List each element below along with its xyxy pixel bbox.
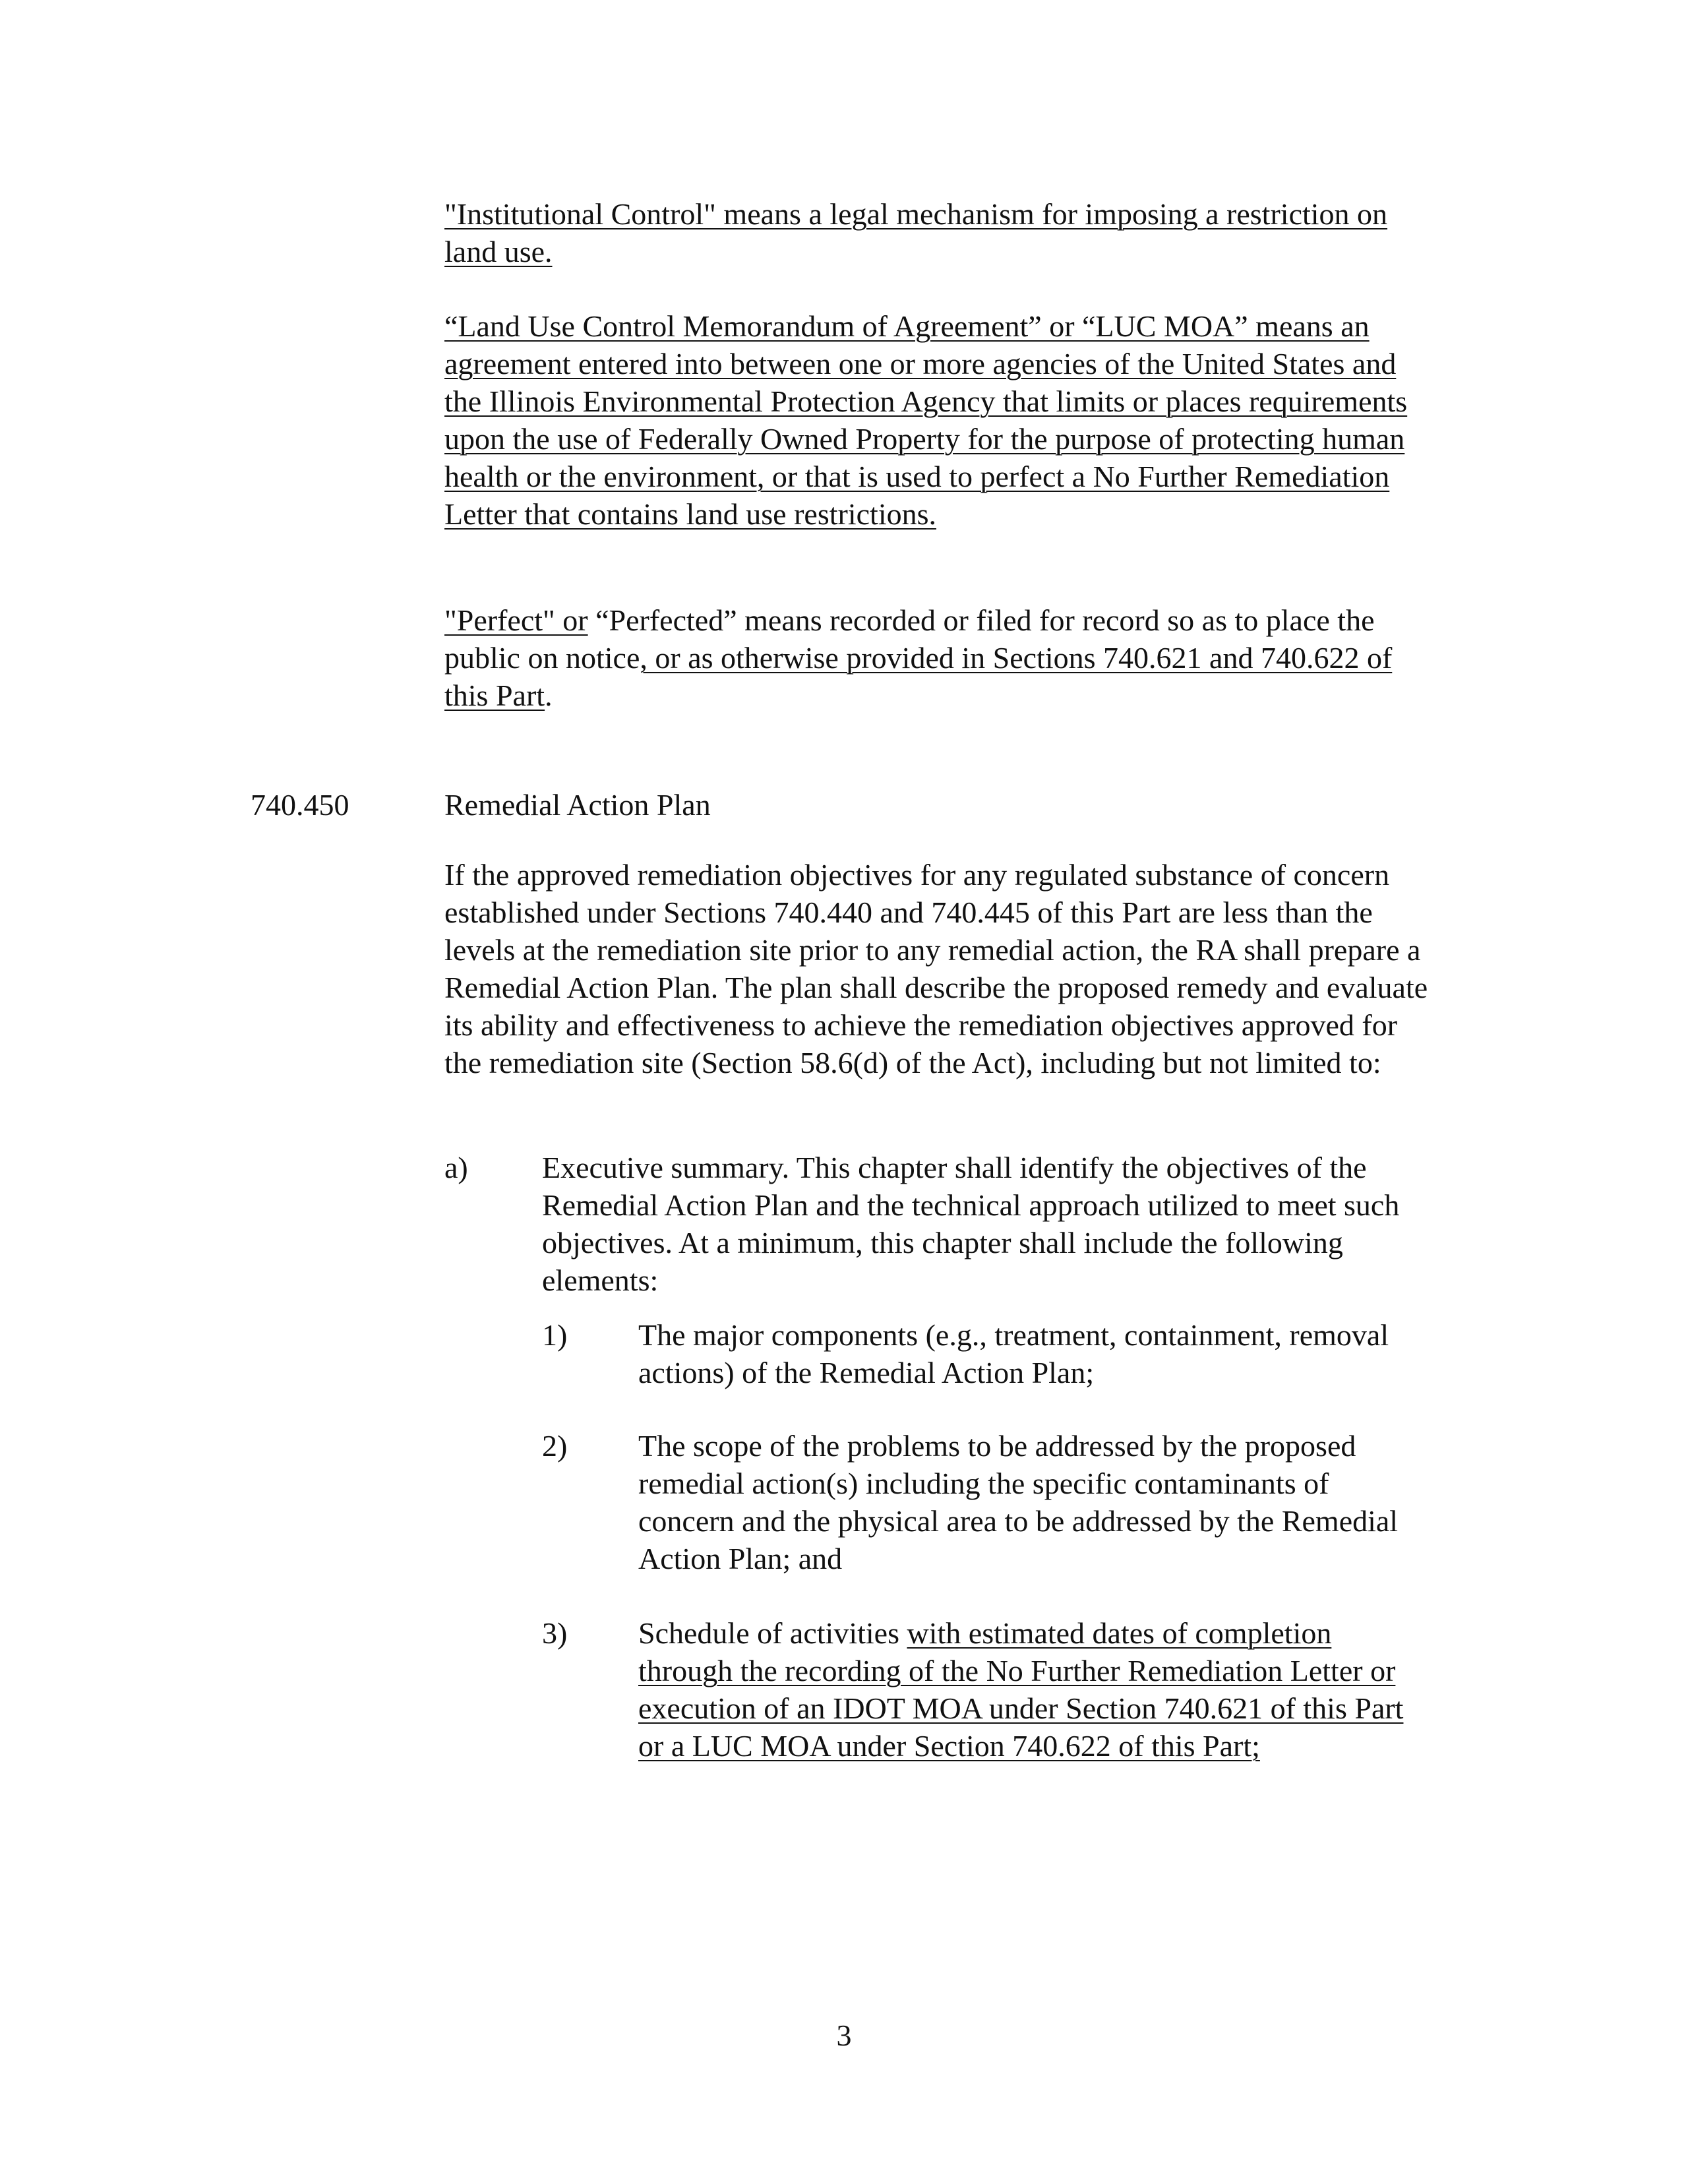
text-segment: Schedule of activities bbox=[638, 1616, 907, 1650]
text-segment: “Perfected” means recorded or filed for record so as to place the public on notice bbox=[444, 603, 1375, 675]
text-segment: . bbox=[545, 679, 553, 712]
item-3-marker: 3) bbox=[542, 1616, 568, 1650]
subsection-a-text: Executive summary. This chapter shall identify the objectives of the Remedial Action Plan and the technical approach utilized to meet such objectives. At a minimum, this chapter shall include the following elements: bbox=[542, 1151, 1400, 1297]
underlined-text-segment: , or as otherwise provided in Sections 740.621 and 740.622 of this Part bbox=[444, 641, 1393, 712]
item-3-text bbox=[638, 1614, 1430, 1765]
section-intro: If the approved remediation objectives for any regulated substance of concern established under Sections 740.440 and 740.445 of this Part are less than the levels at the remediation site prior to any remedial action, the RA shall prepare a Remedial Action Plan. The plan shall describe the proposed remedy and evaluate its ability and effectiveness to achieve the remediation objectives approved for the remediation site (Section 58.6(d) of the Act), including but not limited to: bbox=[444, 858, 1428, 1079]
section-number: 740.450 bbox=[251, 788, 349, 822]
text-segment: The scope of the problems to be addressed by the proposed remedial action(s) including the specific contaminants of concern and the physical area to be addressed by the Remedial Action Plan; and bbox=[638, 1429, 1399, 1575]
definition-institutional-control bbox=[444, 195, 1437, 270]
item-2-text bbox=[638, 1427, 1430, 1577]
subsection-a-marker: a) bbox=[444, 1151, 468, 1184]
definition-perfect bbox=[444, 601, 1437, 714]
underlined-text-segment: "Institutional Control" means a legal mechanism for imposing a restriction on land use. bbox=[444, 197, 1388, 268]
item-1-marker: 1) bbox=[542, 1318, 568, 1352]
text-segment: The major components (e.g., treatment, containment, removal actions) of the Remedial Action Plan; bbox=[638, 1318, 1389, 1389]
underlined-text-segment: "Perfect" or bbox=[444, 603, 588, 637]
definition-luc-moa bbox=[444, 307, 1437, 533]
item-1-text bbox=[638, 1316, 1430, 1391]
section-title: Remedial Action Plan bbox=[444, 788, 711, 822]
underlined-text-segment: with estimated dates of completion through the recording of the No Further Remediation Letter or execution of an IDOT MOA under Section 740.621 of this Part or a LUC MOA under Section 740.622 of this Part; bbox=[638, 1616, 1404, 1763]
item-2-marker: 2) bbox=[542, 1429, 568, 1463]
underlined-text-segment: “Land Use Control Memorandum of Agreement” or “LUC MOA” means an agreement entered into between one or more agencies of the United States and the Illinois Environmental Protection Agency that limits or places requirements upon the use of Federally Owned Property for the purpose of protecting human health or the environment, or that is used to perfect a No Further Remediation Letter that contains land use restrictions. bbox=[444, 309, 1408, 531]
page-number: 3 bbox=[836, 2018, 852, 2052]
